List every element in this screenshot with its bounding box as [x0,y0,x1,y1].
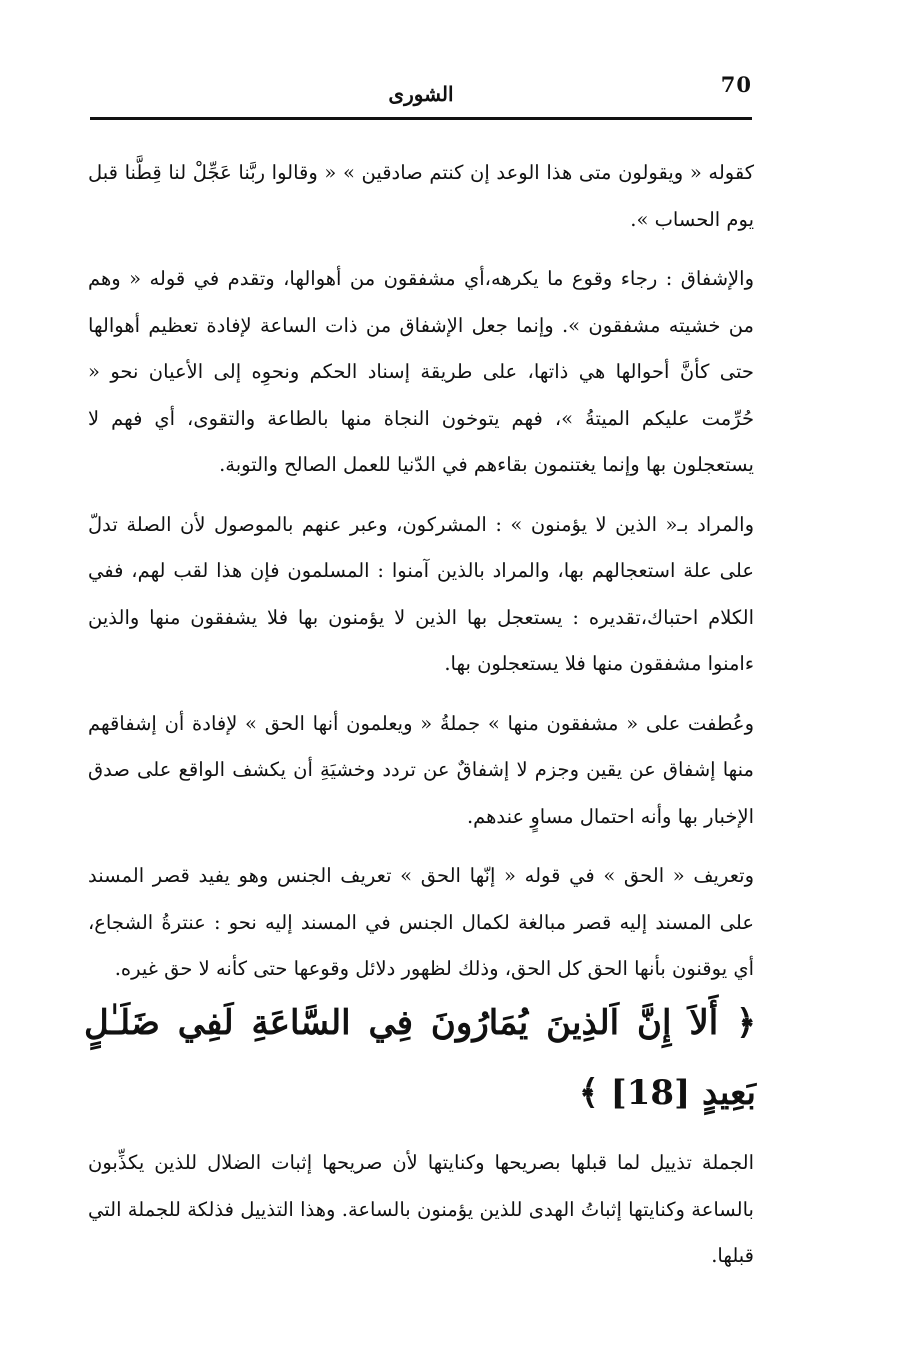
paragraph: والإشفاق : رجاء وقوع ما يكرهه،أي مشفقون من أهوالها، وتقدم في قوله « وهم من خشيته مشفقون ». وإنما جعل الإشفاق من ذات الساعة لإفادة تعظيم أهوالها حتى كأنَّ أحوالها هي ذاتها، على طريقة إسناد الحكم ونحوِه إلى الأعيان نحو « حُرِّمت عليكم الميتةُ »، فهم يتوخون النجاة منها بالطاعة والتقوى، أي فهم لا يستعجلون بها وإنما يغتنمون بقاءهم في الدّنيا للعمل الصالح والتوبة. [88,267,754,476]
commentary [88,1140,754,1280]
header-rule [90,117,752,120]
paragraph: وعُطفت على « مشفقون منها » جملةُ « ويعلمون أنها الحق » لإفادة أن إشفاقهم منها إشفاق عن يقين وجزم لا إشفاقٌ عن تردد وخشيَةِ أن يكشف الواقع على صدق الإخبار بها وأنه احتمال مساوٍ عندهم. [88,711,754,828]
running-title: الشورى [388,82,454,106]
page-number: 70 [720,72,752,97]
commentary-paragraph: الجملة تذييل لما قبلها بصريحها وكنايتها لأن صريحها إثبات الضلال للذين يكذِّبون بالساعة وكنايتها إثباتُ الهدى للذين يؤمنون بالساعة. وهذا التذييل فذلكة للجملة التي قبلها. [88,1151,754,1267]
verse-number: [18] [610,1073,691,1113]
page-header [90,64,752,116]
verse-open-bracket: ﴿ [736,1003,756,1043]
verse-text: أَلاَ إِنَّ اَلذِينَ يُمَارُونَ فِي السَّاعَةِ لَفِي ضَلَـٰلٍ بَعِيدٍ [84,1003,756,1113]
quran-verse [84,988,756,1128]
paragraph: وتعريف « الحق » في قوله « إنّها الحق » تعريف الجنس وهو يفيد قصر المسند على المسند إليه قصر مبالغة لكمال الجنس في المسند إليه نحو : عنترةُ الشجاع، أي يوقنون بأنها الحق كل الحق، وذلك لظهور دلائل وقوعها حتى كأنه لا حق غيره. [88,864,754,980]
verse-close-bracket: ﴾ [578,1073,599,1113]
paragraph: والمراد بـ« الذين لا يؤمنون » : المشركون، وعبر عنهم بالموصول لأن الصلة تدلّ على علة استعجالهم بها، والمراد بالذين آمنوا : المسلمون فإن هذا لقب لهم، ففي الكلام احتباك،تقديره : يستعجل بها الذين لا يؤمنون بها فلا يشفقون منها والذين ءامنوا مشفقون منها فلا يستعجلون بها. [88,512,754,675]
main-text [88,150,754,1006]
paragraph: كقوله « ويقولون متى هذا الوعد إن كنتم صادقين » « وقالوا ربَّنا عَجِّلْ لنا قِطَّنا قبل يوم الحساب ». [88,161,754,231]
